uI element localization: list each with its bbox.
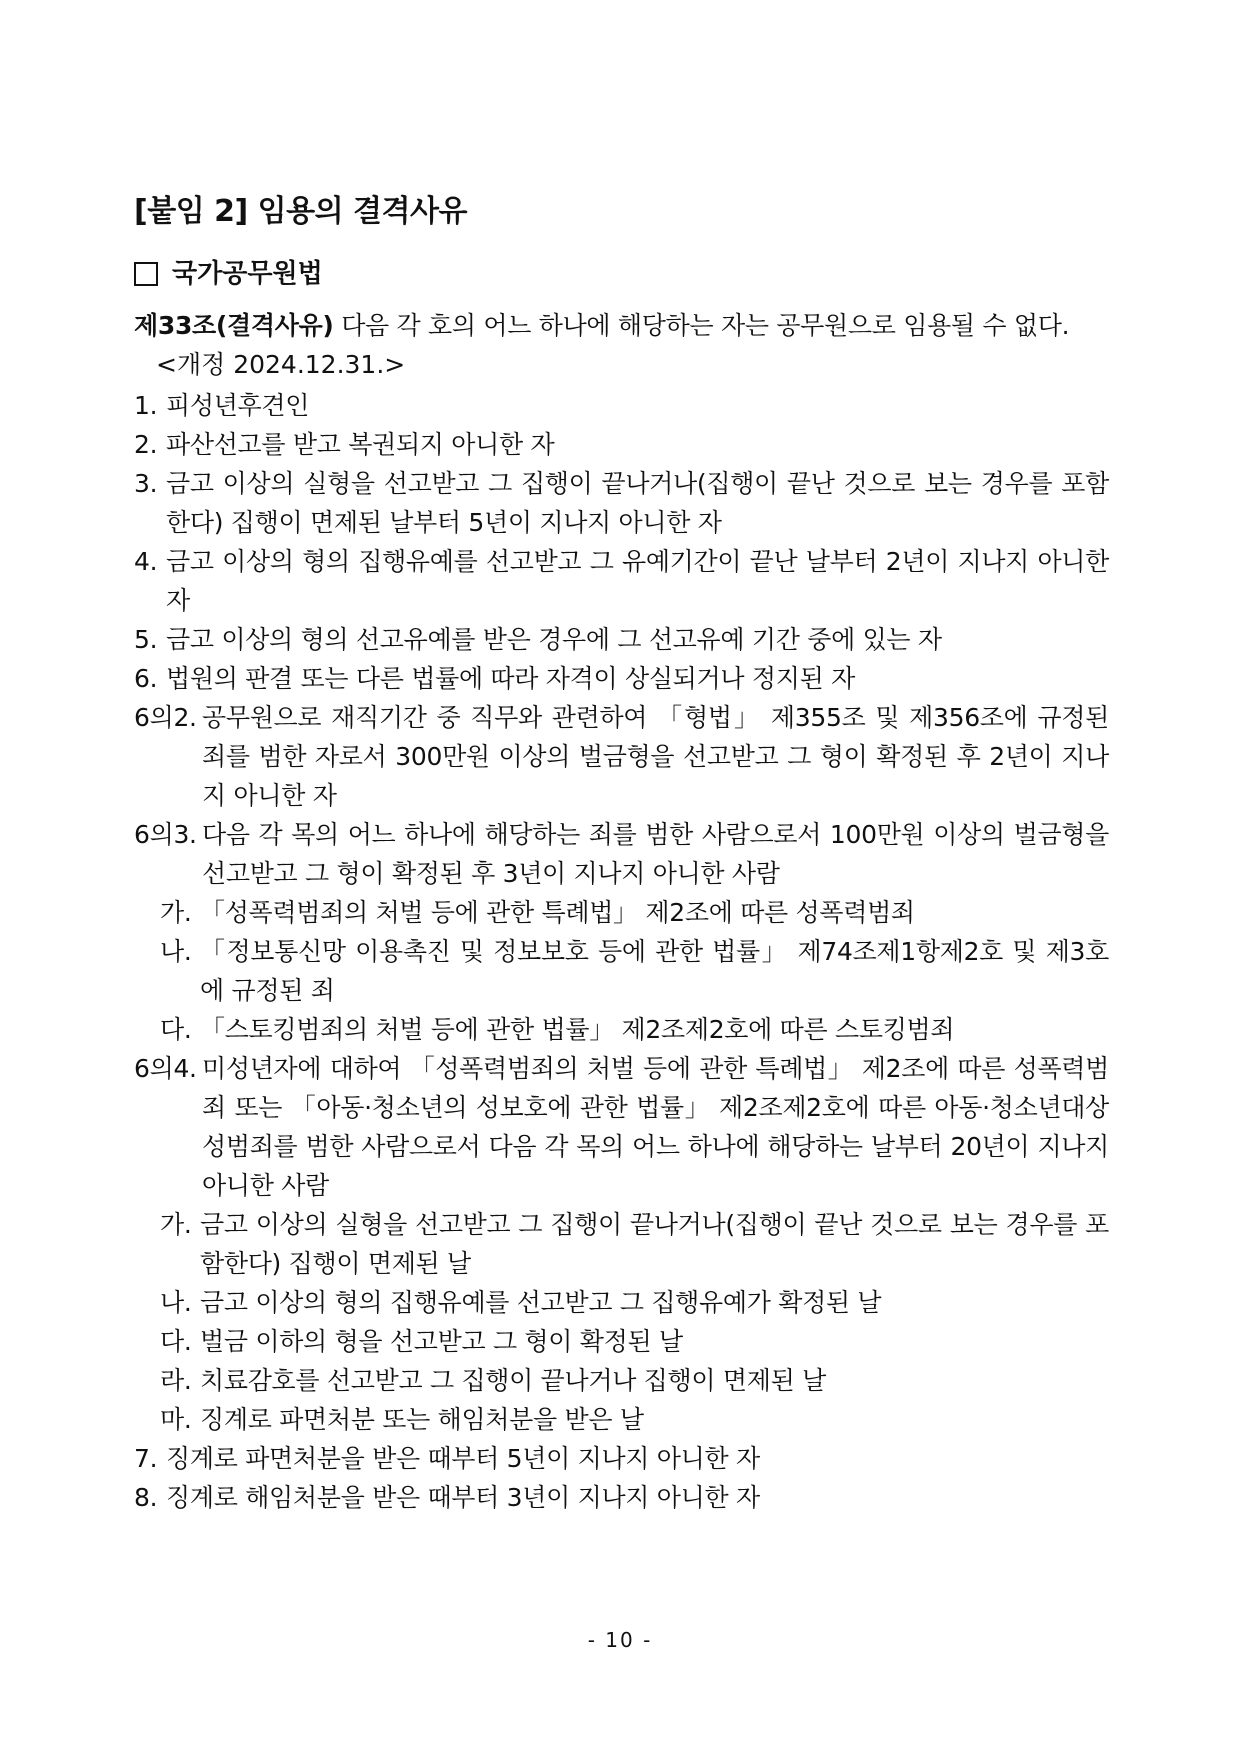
item-number: 3. bbox=[134, 469, 158, 498]
item-number: 1. bbox=[134, 391, 158, 420]
item-text: 다음 각 목의 어느 하나에 해당하는 죄를 범한 사람으로서 100만원 이상의 벌금형을 선고받고 그 형이 확정된 후 3년이 지나지 아니한 사람 bbox=[202, 820, 1109, 888]
sub-item-text: 금고 이상의 실형을 선고받고 그 집행이 끝나거나(집행이 끝난 것으로 보는 경우를 포함한다) 집행이 면제된 날 bbox=[200, 1210, 1109, 1278]
item-text: 징계로 해임처분을 받은 때부터 3년이 지나지 아니한 자 bbox=[166, 1483, 760, 1512]
sub-item-number: 나. bbox=[160, 937, 192, 966]
list-item bbox=[134, 815, 1109, 893]
sub-item-text: 치료감호를 선고받고 그 집행이 끝나거나 집행이 면제된 날 bbox=[200, 1366, 826, 1395]
list-item bbox=[134, 620, 1109, 659]
sub-item-text: 「성폭력범죄의 처벌 등에 관한 특례법」 제2조에 따른 성폭력범죄 bbox=[200, 898, 915, 927]
sub-item bbox=[134, 1361, 1109, 1400]
law-heading bbox=[134, 252, 1109, 296]
sub-item bbox=[134, 1400, 1109, 1439]
list-item bbox=[134, 659, 1109, 698]
sub-item-number: 나. bbox=[160, 1288, 192, 1317]
sub-item-text: 징계로 파면처분 또는 해임처분을 받은 날 bbox=[200, 1405, 644, 1434]
item-number: 7. bbox=[134, 1444, 158, 1473]
sub-item-text: 벌금 이하의 형을 선고받고 그 형이 확정된 날 bbox=[200, 1327, 683, 1356]
list-item bbox=[134, 1439, 1109, 1478]
sub-item bbox=[134, 1205, 1109, 1283]
item-number: 6의3. bbox=[134, 820, 197, 849]
sub-item-text: 「스토킹범죄의 처벌 등에 관한 법률」 제2조제2호에 따른 스토킹범죄 bbox=[200, 1015, 955, 1044]
item-number: 6의2. bbox=[134, 703, 197, 732]
list-item bbox=[134, 386, 1109, 425]
item-text: 미성년자에 대하여 「성폭력범죄의 처벌 등에 관한 특례법」 제2조에 따른 성폭력범죄 또는 「아동·청소년의 성보호에 관한 법률」 제2조제2호에 따른 아동·청소년대상 성범죄를 범한 사람으로서 다음 각 목의 어느 하나에 해당하는 날부터 20년이 지나지 아니한 사람 bbox=[202, 1054, 1109, 1200]
article-paragraph bbox=[134, 306, 1109, 345]
list-item bbox=[134, 542, 1109, 620]
item-number: 2. bbox=[134, 430, 158, 459]
sub-item-text: 금고 이상의 형의 집행유예를 선고받고 그 집행유예가 확정된 날 bbox=[200, 1288, 882, 1317]
sub-item bbox=[134, 1322, 1109, 1361]
item-text: 징계로 파면처분을 받은 때부터 5년이 지나지 아니한 자 bbox=[166, 1444, 760, 1473]
item-text: 공무원으로 재직기간 중 직무와 관련하여 「형법」 제355조 및 제356조에 규정된 죄를 범한 자로서 300만원 이상의 벌금형을 선고받고 그 형이 확정된 후 2년이 지나지 아니한 자 bbox=[202, 703, 1109, 810]
item-text: 금고 이상의 형의 선고유예를 받은 경우에 그 선고유예 기간 중에 있는 자 bbox=[166, 625, 942, 654]
item-number: 4. bbox=[134, 547, 158, 576]
item-text: 금고 이상의 형의 집행유예를 선고받고 그 유예기간이 끝난 날부터 2년이 지나지 아니한 자 bbox=[166, 547, 1109, 615]
item-number: 8. bbox=[134, 1483, 158, 1512]
list-item bbox=[134, 1478, 1109, 1517]
document-content bbox=[134, 190, 1109, 1517]
item-list bbox=[134, 386, 1109, 1517]
page-number: - 10 - bbox=[587, 1628, 653, 1652]
item-number: 6의4. bbox=[134, 1054, 197, 1083]
sub-item-number: 가. bbox=[160, 898, 192, 927]
list-item bbox=[134, 425, 1109, 464]
item-number: 5. bbox=[134, 625, 158, 654]
sub-item-number: 가. bbox=[160, 1210, 192, 1239]
sub-item bbox=[134, 1283, 1109, 1322]
article-title: 제33조(결격사유) bbox=[134, 311, 334, 340]
item-text: 법원의 판결 또는 다른 법률에 따라 자격이 상실되거나 정지된 자 bbox=[166, 664, 855, 693]
list-item bbox=[134, 698, 1109, 815]
sub-item-number: 라. bbox=[160, 1366, 192, 1395]
law-heading-label: 국가공무원법 bbox=[172, 259, 323, 289]
sub-item-number: 다. bbox=[160, 1327, 192, 1356]
item-number: 6. bbox=[134, 664, 158, 693]
list-item bbox=[134, 1049, 1109, 1205]
sub-item bbox=[134, 1010, 1109, 1049]
checkbox-square-icon bbox=[134, 262, 158, 286]
item-text: 금고 이상의 실형을 선고받고 그 집행이 끝나거나(집행이 끝난 것으로 보는 경우를 포함한다) 집행이 면제된 날부터 5년이 지나지 아니한 자 bbox=[166, 469, 1109, 537]
sub-item bbox=[134, 893, 1109, 932]
article-text: 다음 각 호의 어느 하나에 해당하는 자는 공무원으로 임용될 수 없다. bbox=[333, 311, 1070, 340]
list-item bbox=[134, 464, 1109, 542]
item-text: 피성년후견인 bbox=[166, 391, 310, 420]
item-text: 파산선고를 받고 복권되지 아니한 자 bbox=[166, 430, 555, 459]
attachment-title: [붙임 2] 임용의 결격사유 bbox=[134, 194, 467, 229]
amendment-note: <개정 2024.12.31.> bbox=[156, 350, 406, 379]
sub-item-number: 다. bbox=[160, 1015, 192, 1044]
sub-item bbox=[134, 932, 1109, 1010]
sub-item-text: 「정보통신망 이용촉진 및 정보보호 등에 관한 법률」 제74조제1항제2호 및 제3호에 규정된 죄 bbox=[200, 937, 1109, 1005]
sub-item-number: 마. bbox=[160, 1405, 192, 1434]
